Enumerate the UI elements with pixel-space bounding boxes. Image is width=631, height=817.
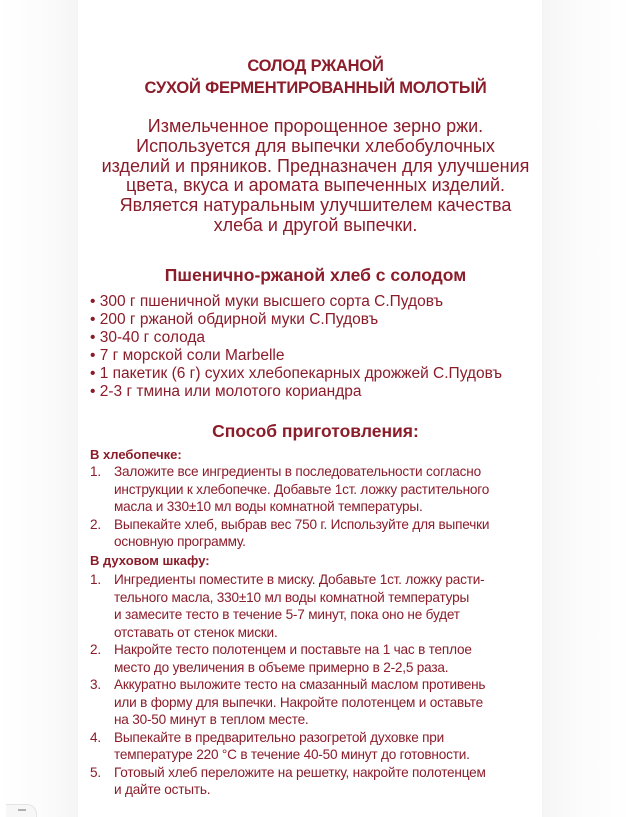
intro-line: изделий и пряников. Предназначен для улучшения — [101, 156, 530, 176]
ingredient-item: • 30-40 г солода — [90, 329, 206, 346]
step-line: Готовый хлеб переложите на решетку, накройте полотенцем — [114, 764, 486, 780]
step-line: место до увеличения в объеме примерно в 2-2,5 раза. — [114, 659, 449, 675]
grip-icon — [18, 809, 26, 811]
step-line: инструкции к хлебопечке. Добавьте 1ст. ложку растительного — [114, 481, 490, 497]
step-item — [90, 676, 540, 729]
step-number: 3. — [90, 677, 101, 692]
intro-line: хлеба и другой выпечки. — [213, 215, 418, 235]
step-line: или в форму для выпечки. Накройте полотенцем и оставьте — [114, 694, 484, 710]
step-line: Выпекайте в предварительно разогретой духовке при — [114, 729, 445, 745]
step-item — [90, 463, 540, 516]
step-item — [90, 571, 540, 641]
step-line: тельного масла, 330±10 мл воды комнатной температуры — [114, 589, 470, 605]
step-line: Выпекайте хлеб, выбрав вес 750 г. Используйте для выпечки — [114, 516, 490, 532]
ingredient-list — [90, 293, 502, 401]
step-number: 2. — [90, 642, 101, 657]
step-number: 1. — [90, 572, 101, 587]
title-line-2: СУХОЙ ФЕРМЕНТИРОВАННЫЙ МОЛОТЫЙ — [144, 79, 487, 97]
step-line: температуре 220 °С в течение 40-50 минут до готовности. — [114, 747, 470, 762]
step-line: Ингредиенты поместите в миску. Добавьте 1ст. ложку расти- — [114, 572, 485, 587]
step-number: 4. — [90, 729, 101, 745]
step-line: масла и 330±10 мл воды комнатной температуры. — [114, 499, 423, 514]
step-line: отставать от стенок миски. — [114, 624, 278, 640]
step-number: 2. — [90, 516, 101, 532]
step-item — [90, 764, 540, 799]
step-number: 5. — [90, 764, 101, 780]
breadmaker-label: В хлебопечке: — [90, 447, 182, 462]
ingredient-item: • 1 пакетик (6 г) сухих хлебопекарных дрожжей С.Пудовъ — [90, 365, 503, 382]
oven-steps — [90, 571, 540, 799]
method-title: Способ приготовления: — [212, 421, 419, 441]
ingredient-item: • 2-3 г тмина или молотого кориандра — [90, 383, 362, 400]
title-line-1: СОЛОД РЖАНОЙ — [247, 57, 384, 75]
breadmaker-steps — [90, 463, 540, 551]
ingredient-item: • 300 г пшеничной муки высшего сорта С.Пудовъ — [90, 293, 444, 310]
step-item — [90, 641, 540, 676]
intro-line: Является натуральным улучшителем качества — [119, 195, 512, 215]
step-line: и дайте остыть. — [114, 782, 211, 797]
step-line: основную программу. — [114, 534, 246, 549]
ingredient-item: • 7 г морской соли Marbelle — [90, 347, 285, 364]
intro-line: Измельченное пророщенное зерно ржи. — [147, 116, 484, 136]
step-line: и замесите тесто в течение 5-7 минут, пока оно не будет — [114, 607, 460, 622]
step-line: на 30-50 минут в теплом месте. — [114, 712, 309, 727]
ingredient-item: • 200 г ржаной обдирной муки С.Пудовъ — [90, 311, 379, 328]
step-item — [90, 516, 540, 551]
step-item — [90, 729, 540, 764]
scroll-handle[interactable] — [6, 804, 37, 817]
intro-line: цвета, вкуса и аромата выпеченных изделий. — [125, 175, 506, 195]
intro-line: Используется для выпечки хлебобулочных — [136, 136, 495, 156]
oven-label: В духовом шкафу: — [90, 553, 210, 568]
step-line: Накройте тесто полотенцем и поставьте на 1 час в теплое — [114, 642, 472, 657]
step-line: Заложите все ингредиенты в последовательности согласно — [114, 464, 481, 479]
recipe-title: Пшенично-ржаной хлеб с солодом — [164, 265, 467, 285]
step-number: 1. — [90, 464, 101, 479]
step-line: Аккуратно выложите тесто на смазанный маслом противень — [114, 677, 486, 692]
